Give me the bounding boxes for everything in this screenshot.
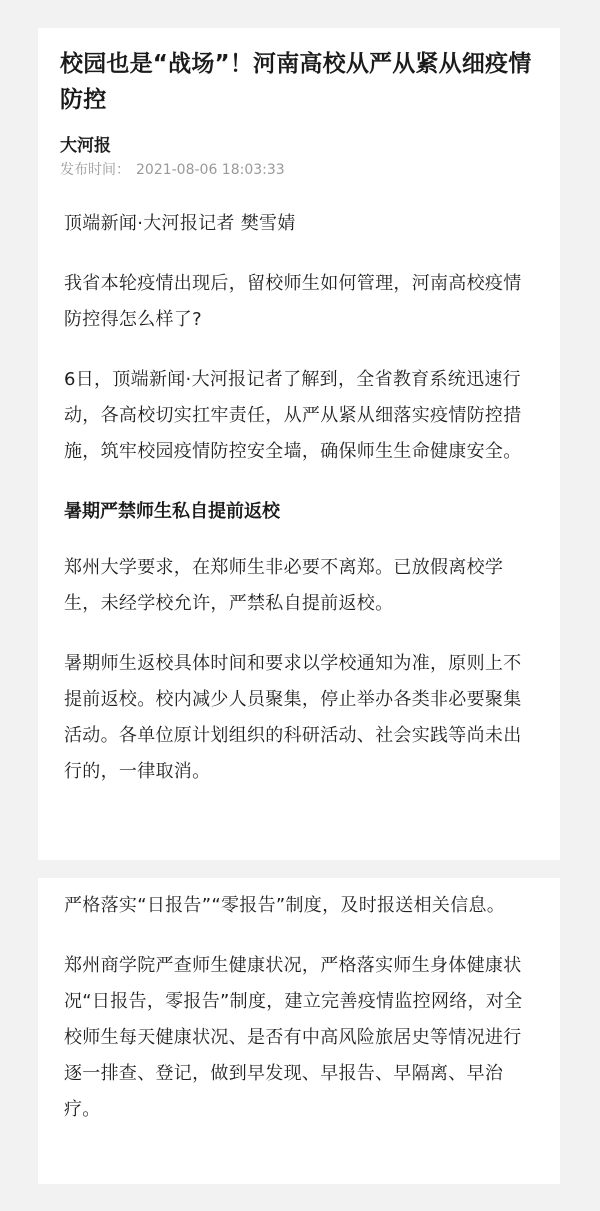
publish-label: 发布时间：	[60, 162, 130, 178]
paragraph: 严格落实“日报告”“零报告”制度，及时报送相关信息。	[64, 895, 506, 916]
article-title: 校园也是“战场”！河南高校从严从紧从细疫情防控	[60, 51, 532, 113]
section-heading: 暑期严禁师生私自提前返校	[64, 501, 280, 522]
article-card	[38, 28, 560, 860]
publish-time: 2021-08-06 18:03:33	[136, 162, 285, 178]
publish-meta	[60, 160, 538, 180]
paragraph: 暑期师生返校具体时间和要求以学校通知为准，原则上不提前返校。校内减少人员聚集，停止举办各类非必要聚集活动。各单位原计划组织的科研活动、社会实践等尚未出行的，一律取消。	[64, 653, 522, 782]
article-body	[60, 206, 538, 790]
paragraph: 郑州大学要求，在郑师生非必要不离郑。已放假离校学生，未经学校允许，严禁私自提前返校。	[64, 557, 504, 614]
article-continuation-card	[38, 878, 560, 1184]
paragraph: 我省本轮疫情出现后，留校师生如何管理，河南高校疫情防控得怎么样了?	[64, 273, 522, 330]
paragraph: 郑州商学院严查师生健康状况，严格落实师生身体健康状况“日报告，零报告”制度，建立完善疫情监控网络，对全校师生每天健康状况、是否有中高风险旅居史等情况进行逐一排查、登记，做到早发现、早报告、早隔离、早治疗。	[64, 955, 523, 1120]
paragraph: 6日，顶端新闻·大河报记者了解到，全省教育系统迅速行动，各高校切实扛牢责任，从严从紧从细落实疫情防控措施，筑牢校园疫情防控安全墙，确保师生生命健康安全。	[64, 369, 522, 462]
byline: 顶端新闻·大河报记者 樊雪婧	[64, 213, 296, 234]
article-source[interactable]: 大河报	[60, 136, 111, 156]
